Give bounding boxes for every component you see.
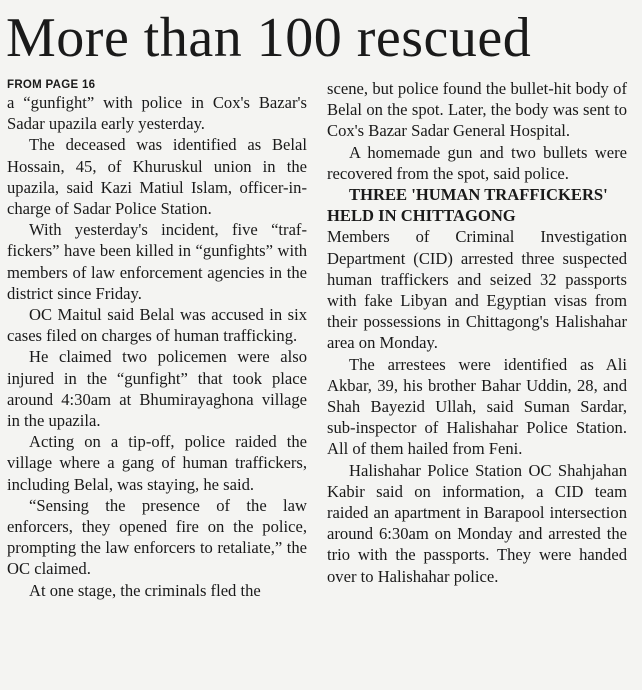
subhead: THREE 'HUMAN TRAFFICKERS' HELD IN CHITTAGONG (327, 185, 608, 226)
headline: More than 100 rescued (6, 7, 532, 69)
from-page-label: FROM PAGE 16 (7, 79, 96, 91)
paragraph: Members of Criminal Investigation Department (CID) arrested three suspected human traffickers and seized 32 passports with fake Libyan and Egyptian visas from their possessions in Chittagong's Halishahar area on Monday. (327, 227, 627, 353)
paragraph: “Sensing the presence of the law enforcers, they opened fire on the police, prompting the law enforcers to retaliate,” the OC claimed. (7, 495, 307, 579)
paragraph: At one stage, the criminals fled the (29, 580, 261, 600)
paragraph: The arrestees were identified as Ali Akbar, 39, his brother Bahar Uddin, 28, and Shah Bayezid Ullah, said Suman Sardar, sub-inspector of Halishahar Police Station. All of them hailed from Feni. (327, 354, 627, 459)
paragraph: OC Maitul said Belal was accused in six cases filed on charges of human trafficking. (7, 305, 307, 346)
paragraph: scene, but police found the bullet-hit body of Belal on the spot. Later, the body was sent to Cox's Bazar Sadar General Hospital. (327, 79, 627, 141)
paragraph: With yesterday's incident, five “traffickers” have been killed in “gunfights” with members of law enforcement agencies in the district since Friday. (7, 220, 307, 303)
right-column (327, 78, 627, 587)
paragraph: He claimed two policemen were also injured in the “gunfight” that took place around 4:30am at Bhumirayaghona village in the upazila. (7, 347, 307, 431)
paragraph: Halishahar Police Station OC Shahjahan Kabir said on information, a CID team raided an apartment in Barapool intersection around 6:30am on Monday and arrested the trio with the passports. They were handed over to Halishahar police. (327, 460, 627, 586)
paragraph: Acting on a tip-off, police raided the village where a gang of human traffickers, including Belal, was staying, he said. (7, 432, 307, 494)
left-column (7, 78, 307, 601)
paragraph: a “gunfight” with police in Cox's Bazar's Sadar upazila early yesterday. (7, 93, 307, 134)
paragraph: A homemade gun and two bullets were recovered from the spot, said police. (327, 142, 627, 183)
paragraph: The deceased was identified as Belal Hossain, 45, of Khuruskul union in the upazila, said Kazi Matiul Islam, officer-in-charge of Sadar Police Station. (7, 135, 307, 219)
